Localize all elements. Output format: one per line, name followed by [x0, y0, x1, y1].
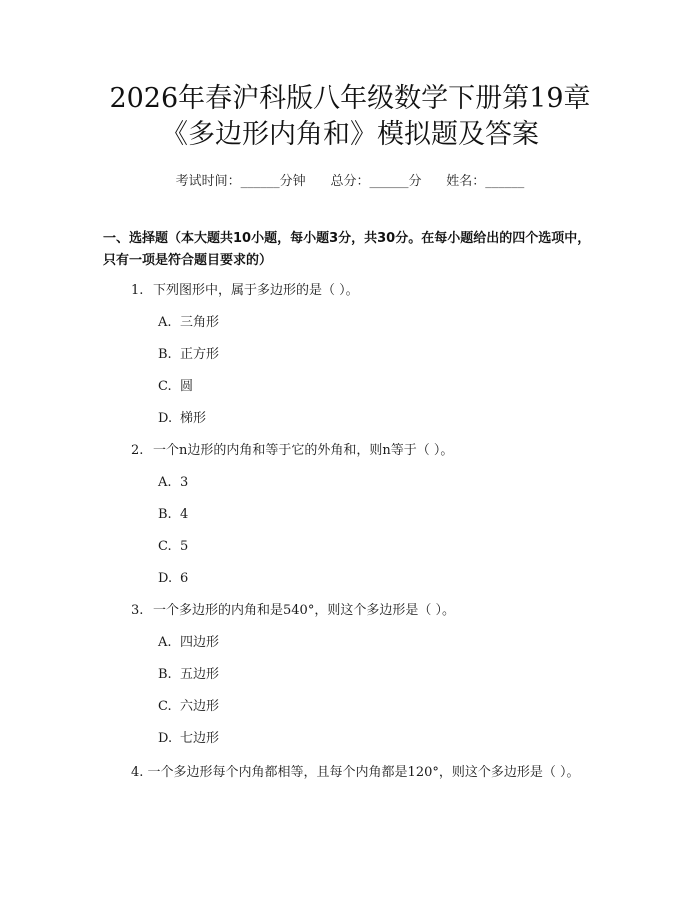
question-1-option-c — [158, 378, 193, 396]
question-3-option-b — [158, 666, 219, 684]
question-3-option-a — [158, 634, 219, 652]
exam-score-label: 总分：______分 — [330, 174, 422, 189]
question-2-option-b — [158, 506, 188, 524]
option-letter: A. — [158, 315, 172, 330]
question-2-option-c — [158, 538, 188, 556]
option-text: 3 — [180, 475, 189, 490]
question-1 — [131, 280, 581, 302]
question-text: 一个n边形的内角和等于它的外角和，则n等于（ ）。 — [153, 443, 454, 458]
option-letter: A. — [158, 635, 172, 650]
question-2 — [131, 440, 581, 462]
question-number: 3. — [131, 603, 144, 618]
option-text: 5 — [180, 539, 189, 554]
exam-time-label: 考试时间：______分钟 — [175, 174, 306, 189]
option-text: 七边形 — [180, 731, 220, 746]
option-letter: C. — [158, 699, 172, 714]
option-letter: C. — [158, 539, 172, 554]
question-2-option-d — [158, 570, 188, 588]
question-number: 4. — [131, 765, 144, 780]
exam-meta — [0, 170, 700, 189]
option-letter: B. — [158, 667, 172, 682]
option-text: 4 — [180, 507, 189, 522]
question-number: 2. — [131, 443, 144, 458]
question-number: 1. — [131, 283, 144, 298]
question-2-option-a — [158, 474, 188, 492]
question-text: 一个多边形的内角和是540°，则这个多边形是（ ）。 — [153, 603, 455, 618]
option-text: 五边形 — [180, 667, 220, 682]
option-text: 圆 — [180, 379, 194, 394]
document-title-line-1: 2026年春沪科版八年级数学下册第19章 — [109, 83, 591, 114]
option-letter: C. — [158, 379, 172, 394]
option-text: 6 — [180, 571, 189, 586]
option-letter: D. — [158, 731, 173, 746]
question-3-option-d — [158, 730, 219, 748]
option-text: 正方形 — [180, 347, 220, 362]
option-text: 四边形 — [180, 635, 220, 650]
option-letter: B. — [158, 347, 172, 362]
option-text: 梯形 — [180, 411, 207, 426]
option-text: 三角形 — [180, 315, 220, 330]
question-1-option-a — [158, 314, 219, 332]
option-letter: A. — [158, 475, 172, 490]
section-heading: 一、选择题（本大题共10小题，每小题3分，共30分。在每小题给出的四个选项中，只有一项是符合题目要求的） — [103, 231, 591, 268]
option-text: 六边形 — [180, 699, 220, 714]
question-3 — [131, 600, 581, 622]
question-4 — [103, 762, 583, 784]
exam-name-label: 姓名：______ — [446, 174, 525, 189]
question-text: 一个多边形每个内角都相等，且每个内角都是120°，则这个多边形是（ ）。 — [147, 765, 580, 780]
option-letter: D. — [158, 411, 173, 426]
option-letter: D. — [158, 571, 173, 586]
question-text: 下列图形中，属于多边形的是（ ）。 — [153, 283, 359, 298]
question-3-option-c — [158, 698, 219, 716]
question-1-option-d — [158, 410, 206, 428]
option-letter: B. — [158, 507, 172, 522]
document-title-line-2: 《多边形内角和》模拟题及答案 — [161, 119, 539, 150]
question-1-option-b — [158, 346, 219, 364]
